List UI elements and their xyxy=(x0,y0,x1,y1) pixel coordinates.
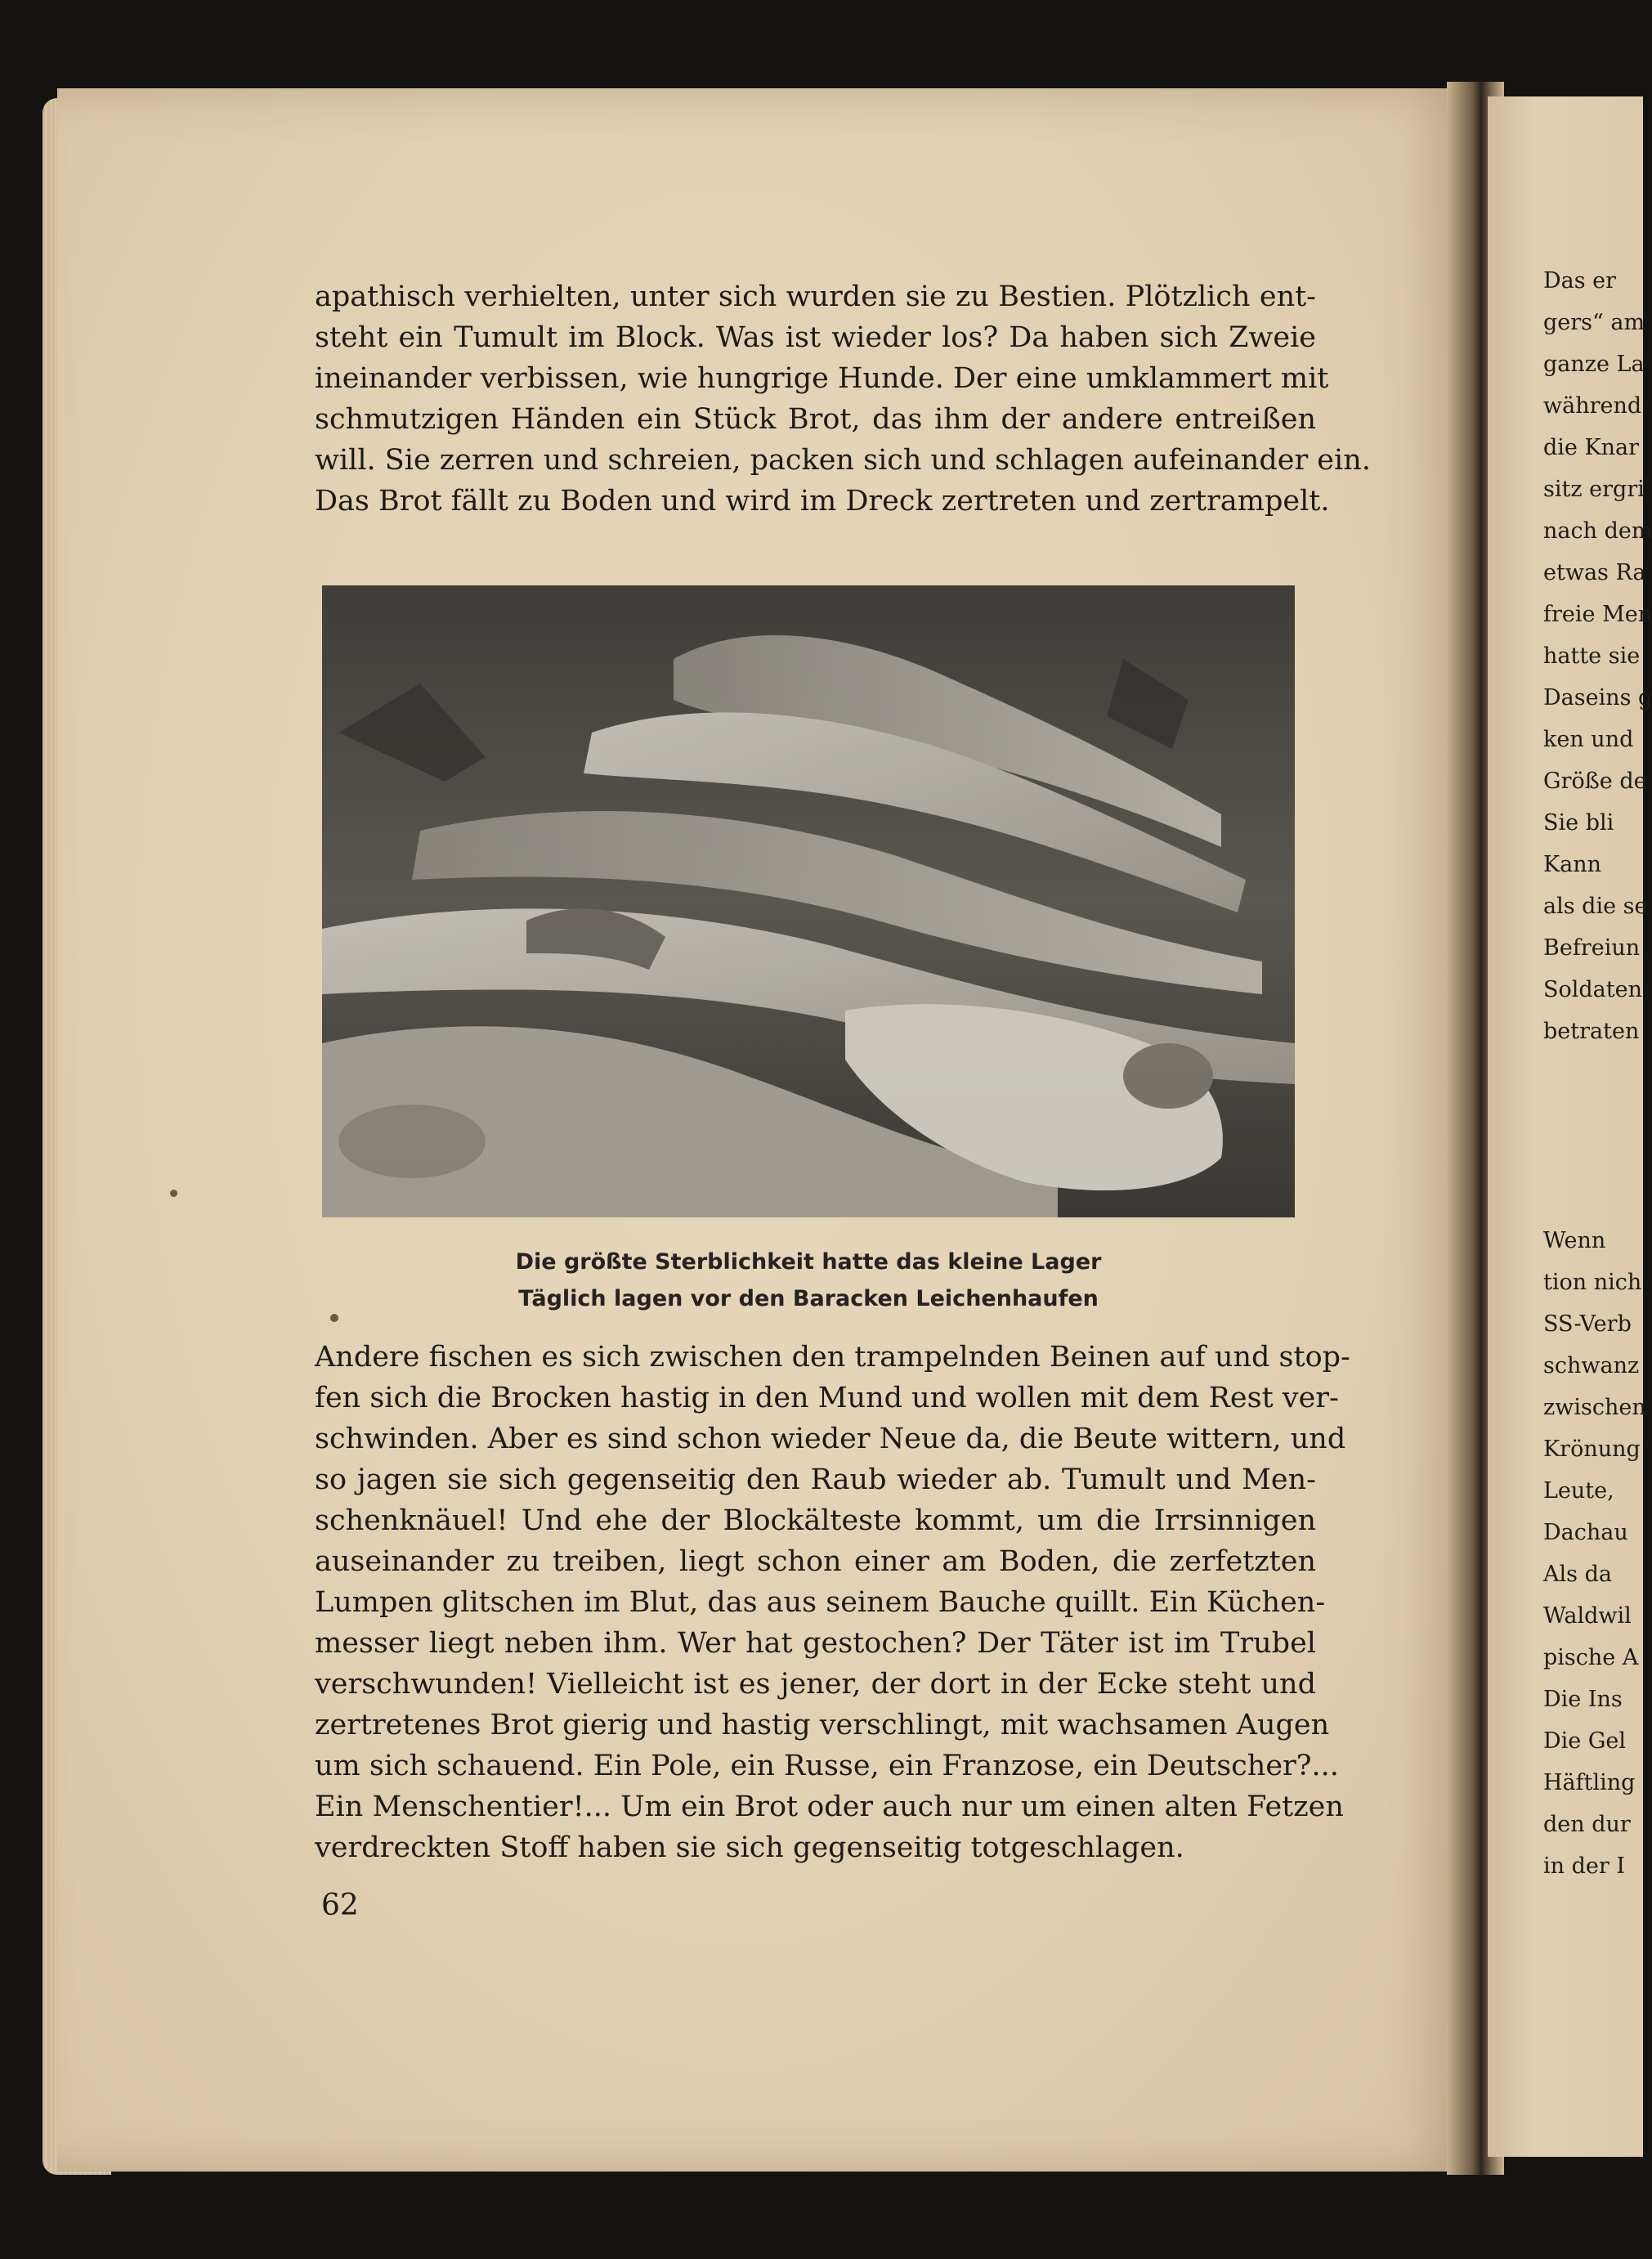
facing-line: Befreiun xyxy=(1543,935,1641,961)
facing-line: Daseins g xyxy=(1543,685,1652,710)
paper-speck xyxy=(330,1314,338,1322)
text-line: apathisch verhielten, unter sich wurden sie zu Bestien. Plötzlich ent- xyxy=(315,280,1316,313)
facing-line: die Knar xyxy=(1543,435,1640,460)
text-line: so jagen sie sich gegenseitig den Raub wieder ab. Tumult und Men- xyxy=(315,1463,1316,1496)
facing-line: Krönung xyxy=(1543,1437,1641,1462)
facing-line: Das er xyxy=(1543,268,1617,294)
facing-line: hatte sie xyxy=(1543,643,1641,669)
text-line: Andere fischen es sich zwischen den trampelnden Beinen auf und stop- xyxy=(315,1341,1350,1374)
page-number: 62 xyxy=(321,1889,359,1922)
facing-line: zwischen xyxy=(1543,1395,1646,1420)
text-line: fen sich die Brocken hastig in den Mund und wollen mit dem Rest ver- xyxy=(315,1382,1339,1414)
facing-line: Die Ins xyxy=(1543,1687,1623,1712)
facing-line: ken und xyxy=(1543,727,1634,752)
text-line: um sich schauend. Ein Pole, ein Russe, ein Franzose, ein Deutscher?... xyxy=(315,1750,1339,1782)
facing-line: Kann xyxy=(1543,852,1602,877)
paragraph-top xyxy=(315,276,1371,522)
facing-line: als die se xyxy=(1543,894,1648,919)
facing-line: Waldwil xyxy=(1543,1603,1632,1629)
facing-line: Dachau xyxy=(1543,1520,1628,1545)
facing-line: Größe de xyxy=(1543,769,1647,794)
facing-line: Sie bli xyxy=(1543,810,1614,836)
text-line: zertretenes Brot gierig und hastig verschlingt, mit wachsamen Augen xyxy=(315,1709,1330,1741)
facing-line: etwas Ra xyxy=(1543,560,1646,585)
paragraph-bottom xyxy=(315,1337,1350,1868)
text-line: schwinden. Aber es sind schon wieder Neue da, die Beute wittern, und xyxy=(315,1423,1346,1455)
facing-line: sitz ergri xyxy=(1543,477,1645,502)
facing-line: Wenn xyxy=(1543,1228,1606,1253)
facing-line: den dur xyxy=(1543,1812,1631,1837)
text-line: messer liegt neben ihm. Wer hat gestochen? Der Täter ist im Trubel xyxy=(315,1627,1316,1660)
text-line: ineinander verbissen, wie hungrige Hunde. Der eine umklammert mit xyxy=(315,362,1329,395)
text-line: auseinander zu treiben, liegt schon einer am Boden, die zerfetzten xyxy=(315,1545,1316,1578)
facing-line: betraten xyxy=(1543,1019,1640,1044)
facing-line: während xyxy=(1543,393,1642,419)
facing-page-text-bottom xyxy=(1543,1220,1646,1887)
facing-line: in der I xyxy=(1543,1853,1626,1879)
facing-line: Leute, xyxy=(1543,1478,1614,1504)
facing-line: Soldaten xyxy=(1543,977,1642,1002)
text-line: will. Sie zerren und schreien, packen sich und schlagen aufeinander ein. xyxy=(315,444,1371,477)
text-line: Ein Menschentier!... Um ein Brot oder auch nur um einen alten Fetzen xyxy=(315,1791,1344,1823)
facing-line: SS-Verb xyxy=(1543,1311,1632,1337)
facing-line: pische A xyxy=(1543,1645,1639,1670)
facing-line: ganze La xyxy=(1543,352,1645,377)
facing-line: Als da xyxy=(1543,1562,1612,1587)
text-line: Lumpen glitschen im Blut, das aus seinem Bauche quillt. Ein Küchen- xyxy=(315,1586,1326,1619)
facing-line: nach dem xyxy=(1543,518,1652,544)
facing-line: Die Gel xyxy=(1543,1728,1627,1754)
facing-line: Häftling xyxy=(1543,1770,1636,1795)
text-line: Das Brot fällt zu Boden und wird im Dreck zertreten und zertrampelt. xyxy=(315,485,1330,518)
text-line: verdreckten Stoff haben sie sich gegenseitig totgeschlagen. xyxy=(315,1831,1184,1864)
text-line: schenknäuel! Und ehe der Blockälteste kommt, um die Irrsinnigen xyxy=(315,1504,1316,1537)
text-line: verschwunden! Vielleicht ist es jener, der dort in der Ecke steht und xyxy=(315,1668,1316,1701)
facing-page-text-top xyxy=(1543,260,1652,1052)
text-line: schmutzigen Händen ein Stück Brot, das ihm der andere entreißen xyxy=(315,403,1316,436)
facing-line: tion nich xyxy=(1543,1270,1642,1295)
photo-caption-line-2: Täglich lagen vor den Baracken Leichenhaufen xyxy=(518,1286,1099,1311)
facing-line: gers“ am xyxy=(1543,310,1645,335)
text-line: steht ein Tumult im Block. Was ist wieder los? Da haben sich Zweie xyxy=(315,321,1316,354)
facing-line: schwanz xyxy=(1543,1353,1640,1378)
paper-speck xyxy=(170,1190,177,1197)
photo-caption-line-1: Die größte Sterblichkeit hatte das kleine Lager xyxy=(515,1249,1102,1275)
historical-photograph xyxy=(322,585,1295,1217)
facing-line: freie Men xyxy=(1543,602,1652,627)
